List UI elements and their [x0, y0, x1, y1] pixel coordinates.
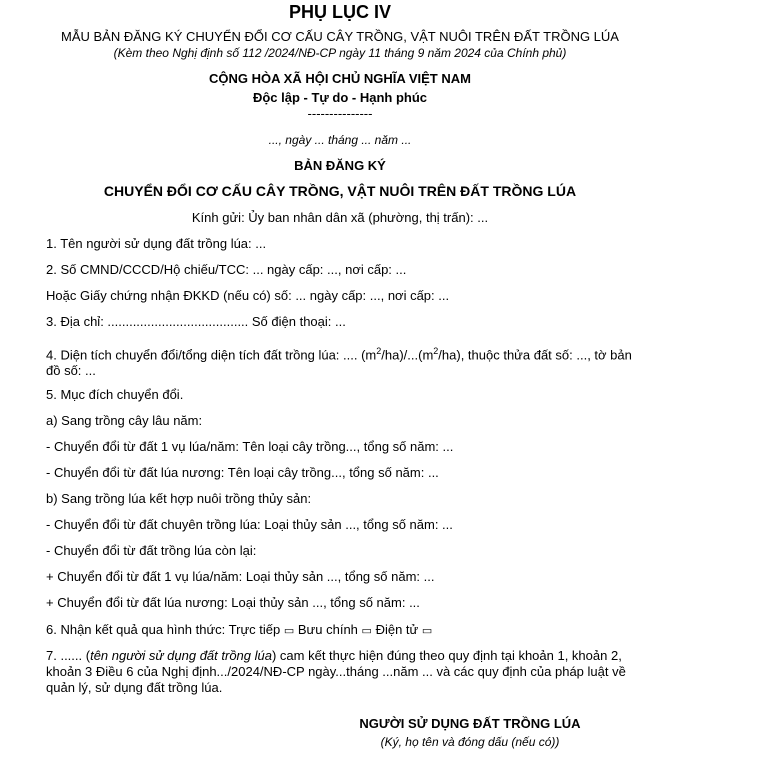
item-4-sup-2: 2: [433, 346, 439, 356]
item-5a-perennial: a) Sang trồng cây lâu năm:: [46, 413, 203, 428]
item-5a-upland: - Chuyển đổi từ đất lúa nương: Tên loại cây trồng..., tổng số năm: ...: [46, 465, 439, 480]
item-5-purpose: 5. Mục đích chuyển đổi.: [46, 387, 184, 402]
item-7-commitment: [46, 648, 631, 696]
item-2-id-number: 2. Số CMND/CCCD/Hộ chiếu/TCC: ... ngày cấp: ..., nơi cấp: ...: [46, 262, 407, 277]
checkbox-electronic[interactable]: ▭: [421, 625, 433, 637]
option-electronic-label: Điện tử: [375, 622, 419, 637]
motto: Độc lập - Tự do - Hạnh phúc: [252, 90, 428, 105]
divider: ---------------: [307, 106, 373, 121]
item-6-label: 6. Nhận kết quả qua hình thức:: [46, 622, 226, 637]
appendix-title: PHỤ LỤC IV: [288, 2, 391, 22]
item-3-address: 3. Địa chỉ: ....................................... Số điện thoại: ...: [46, 314, 346, 329]
republic-heading: CỘNG HÒA XÃ HỘI CHỦ NGHĨA VIỆT NAM: [209, 71, 471, 86]
attached-note: (Kèm theo Nghị định số 112 /2024/NĐ-CP ngày 11 tháng 9 năm 2024 của Chính phủ): [113, 46, 567, 60]
item-2-business-certificate: Hoặc Giấy chứng nhận ĐKKD (nếu có) số: ... ngày cấp: ..., nơi cấp: ...: [46, 288, 450, 303]
form-title: MẪU BẢN ĐĂNG KÝ CHUYỂN ĐỔI CƠ CẤU CÂY TRỒNG, VẬT NUÔI TRÊN ĐẤT TRỒNG LÚA: [61, 29, 619, 44]
addressee: Kính gửi: Ủy ban nhân dân xã (phường, thị trấn): ...: [191, 210, 489, 225]
item-4-text-b: /ha)/...(m: [381, 347, 434, 363]
signature-note: (Ký, họ tên và đóng dấu (nếu có)): [380, 735, 560, 749]
item-4-area: [46, 343, 636, 379]
item-5b-specialized-rice: - Chuyển đổi từ đất chuyên trồng lúa: Loại thủy sản ..., tổng số năm: ...: [46, 517, 453, 532]
item-6-delivery-method: [46, 622, 432, 637]
item-4-sup-1: 2: [376, 346, 382, 356]
option-direct-label: Trực tiếp: [228, 622, 281, 637]
item-7-text-a: 7. ...... (: [46, 648, 91, 663]
item-5a-one-crop: - Chuyển đổi từ đất 1 vụ lúa/năm: Tên loại cây trồng..., tổng số năm: ...: [46, 439, 454, 454]
item-5b-other-rice: - Chuyển đổi từ đất trồng lúa còn lại:: [46, 543, 257, 558]
date-line: ..., ngày ... tháng ... năm ...: [268, 133, 412, 147]
item-1-owner-name: 1. Tên người sử dụng đất trồng lúa: ...: [46, 236, 267, 251]
item-5b-one-crop: + Chuyển đổi từ đất 1 vụ lúa/năm: Loại thủy sản ..., tổng số năm: ...: [46, 569, 435, 584]
document-title: BẢN ĐĂNG KÝ: [294, 158, 386, 173]
item-5b-upland: + Chuyển đổi từ đất lúa nương: Loại thủy sản ..., tổng số năm: ...: [46, 595, 420, 610]
option-postal-label: Bưu chính: [297, 622, 358, 637]
item-5b-rice-aquaculture: b) Sang trồng lúa kết hợp nuôi trồng thủy sản:: [46, 491, 312, 506]
item-4-text-c: /ha), thuộc thửa đất số: ..., tờ bản đồ số: ...: [46, 347, 632, 379]
item-4-text-a: 4. Diện tích chuyển đổi/tổng diện tích đất trồng lúa: .... (m: [46, 347, 377, 363]
document-subtitle: CHUYỂN ĐỔI CƠ CẤU CÂY TRỒNG, VẬT NUÔI TRÊN ĐẤT TRỒNG LÚA: [103, 183, 577, 199]
item-7-text-b: ) cam kết thực hiện đúng theo quy định tại khoản 1, khoản 2, khoản 3 Điều 6 của Nghị định.../2024/NĐ-CP ngày...tháng ...năm ... và các quy định của pháp luật về quản lý, sử dụng đất trồng lúa.: [46, 648, 626, 695]
checkbox-postal[interactable]: ▭: [361, 625, 372, 637]
item-7-owner-placeholder: tên người sử dụng đất trồng lúa: [90, 648, 272, 663]
signature-title: NGƯỜI SỬ DỤNG ĐẤT TRỒNG LÚA: [359, 716, 581, 731]
checkbox-direct[interactable]: ▭: [283, 625, 295, 637]
